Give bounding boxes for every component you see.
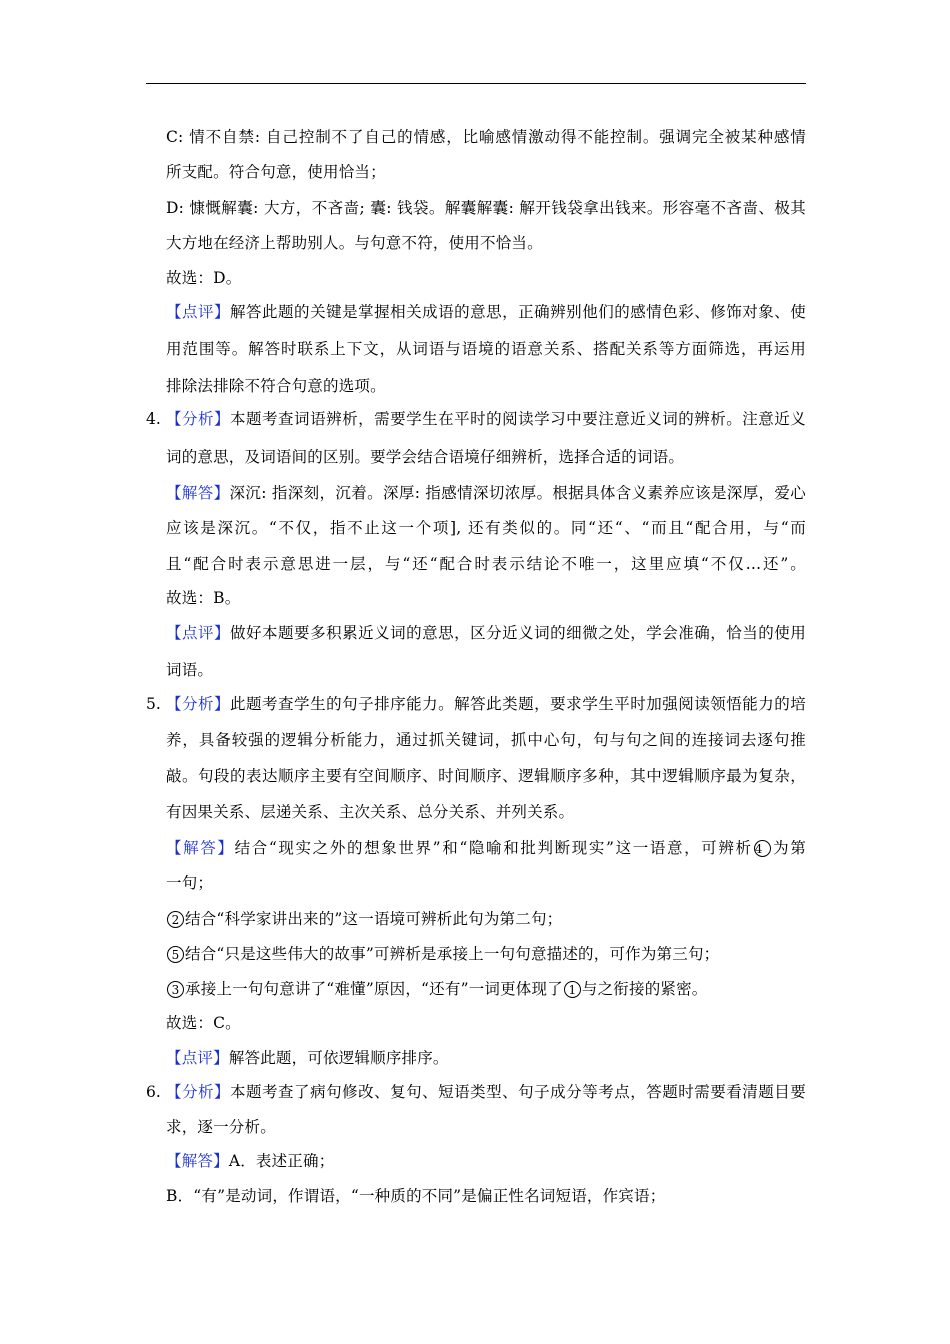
circled-number: 3	[167, 981, 184, 998]
text-span: 本题考查词语辨析，需要学生在平时的阅读学习中要注意近义词的辨析。注意近义	[230, 410, 806, 428]
comment-tag: 【点评】	[166, 303, 231, 321]
text-line: 敲。句段的表达顺序主要有空间顺序、时间顺序、逻辑顺序多种，其中逻辑顺序最为复杂，	[166, 767, 806, 785]
text-span: 为第	[771, 839, 806, 857]
text-line: 求，逐一分析。	[166, 1118, 276, 1136]
text-line: 养，具备较强的逻辑分析能力，通过抓关键词，抓中心句，句与句之间的连接词去逐句推	[166, 731, 806, 749]
text-span: 与之衔接的紧密。	[581, 980, 708, 998]
answer-tag: 【解答】	[166, 484, 230, 502]
text-span: 结合“只是这些伟大的故事”可辨析是承接上一句句意描述的，可作为第三句；	[185, 945, 720, 963]
text-line: 故选：B。	[166, 589, 241, 607]
analysis-tag: 【分析】	[166, 1083, 231, 1101]
text-line	[166, 1151, 806, 1171]
text-line: 故选：D。	[166, 269, 242, 287]
circled-number: 1	[564, 981, 581, 998]
text-line: 大方地在经济上帮助别人。与句意不符，使用不恰当。	[166, 234, 543, 252]
text-span: 此题考查学生的句子排序能力。解答此类题，要求学生平时加强阅读领悟能力的培	[230, 695, 806, 713]
text-span: 承接上一句句意讲了“难懂”原因，“还有”一词更体现了	[185, 980, 563, 998]
analysis-tag: 【分析】	[166, 410, 231, 428]
text-line: 故选：C。	[166, 1014, 241, 1032]
text-line: 一句；	[166, 874, 214, 892]
comment-tag: 【点评】	[166, 1049, 229, 1067]
header-rule	[146, 83, 806, 84]
circled-number: 2	[167, 911, 184, 928]
text-line: 且“配合时表示意思进一层，与“还“配合时表示结论不唯一，这里应填“不仅…还”。	[166, 555, 806, 573]
text-span: 本题考查了病句修改、复句、短语类型、句子成分等考点，答题时需要看清题目要	[230, 1083, 806, 1101]
circled-number: 5	[167, 946, 184, 963]
analysis-tag: 【分析】	[166, 695, 231, 713]
text-line	[166, 1048, 806, 1068]
text-line	[166, 409, 806, 429]
comment-tag: 【点评】	[166, 624, 231, 642]
text-line: 用范围等。解答时联系上下文，从词语与语境的语意关系、搭配关系等方面筛选，再运用	[166, 340, 806, 358]
text-line	[166, 838, 806, 858]
text-line: 应该是深沉。“不仅，指不止这一个项], 还有类似的。同“还“、“而且“配合用，与“而	[166, 519, 806, 537]
text-line: 词语。	[166, 661, 214, 679]
text-line	[166, 979, 806, 999]
text-line	[166, 909, 806, 929]
text-line: B．“有”是动词，作谓语，“一种质的不同”是偏正性名词短语，作宾语；	[166, 1187, 666, 1205]
text-line	[166, 1082, 806, 1102]
answer-tag: 【解答】	[166, 839, 235, 857]
question-number: 4.	[146, 410, 161, 428]
text-line: 排除法排除不符合句意的选项。	[166, 377, 386, 395]
text-line	[166, 694, 806, 714]
text-line	[166, 944, 806, 964]
circled-number: 4	[754, 840, 771, 857]
answer-tag: 【解答】	[166, 1152, 229, 1170]
text-span: A．表述正确；	[228, 1152, 335, 1170]
text-span: 深沉: 指深刻，沉着。深厚: 指感情深切浓厚。根据具体含义素养应该是深厚，爱心	[229, 484, 806, 502]
text-span: 结合“科学家讲出来的”这一语境可辨析此句为第二句；	[185, 910, 563, 928]
text-line	[166, 483, 806, 503]
text-span: 做好本题要多积累近义词的意思，区分近义词的细微之处，学会准确，恰当的使用	[230, 624, 806, 642]
text-line: C: 情不自禁: 自己控制不了自己的情感，比喻感情激动得不能控制。强调完全被某种感情	[166, 128, 806, 146]
question-number: 5.	[146, 695, 161, 713]
text-line: 所支配。符合句意，使用恰当；	[166, 163, 386, 181]
text-span: 解答此题，可依逻辑顺序排序。	[228, 1049, 449, 1067]
text-span: 结合“现实之外的想象世界”和“隐喻和批判断现实”这一语意，可辨析	[234, 839, 753, 857]
text-span: 解答此题的关键是掌握相关成语的意思，正确辨别他们的感情色彩、修饰对象、使	[230, 303, 806, 321]
text-line: 有因果关系、层递关系、主次关系、总分关系、并列关系。	[166, 803, 575, 821]
text-line: D: 慷慨解囊: 大方，不吝啬; 囊: 钱袋。解囊解囊: 解开钱袋拿出钱来。形容毫不吝啬、极其	[166, 199, 806, 217]
text-line	[166, 623, 806, 643]
text-line: 词的意思，及词语间的区别。要学会结合语境仔细辨析，选择合适的词语。	[166, 448, 685, 466]
question-number: 6.	[146, 1083, 161, 1101]
text-line	[166, 302, 806, 322]
